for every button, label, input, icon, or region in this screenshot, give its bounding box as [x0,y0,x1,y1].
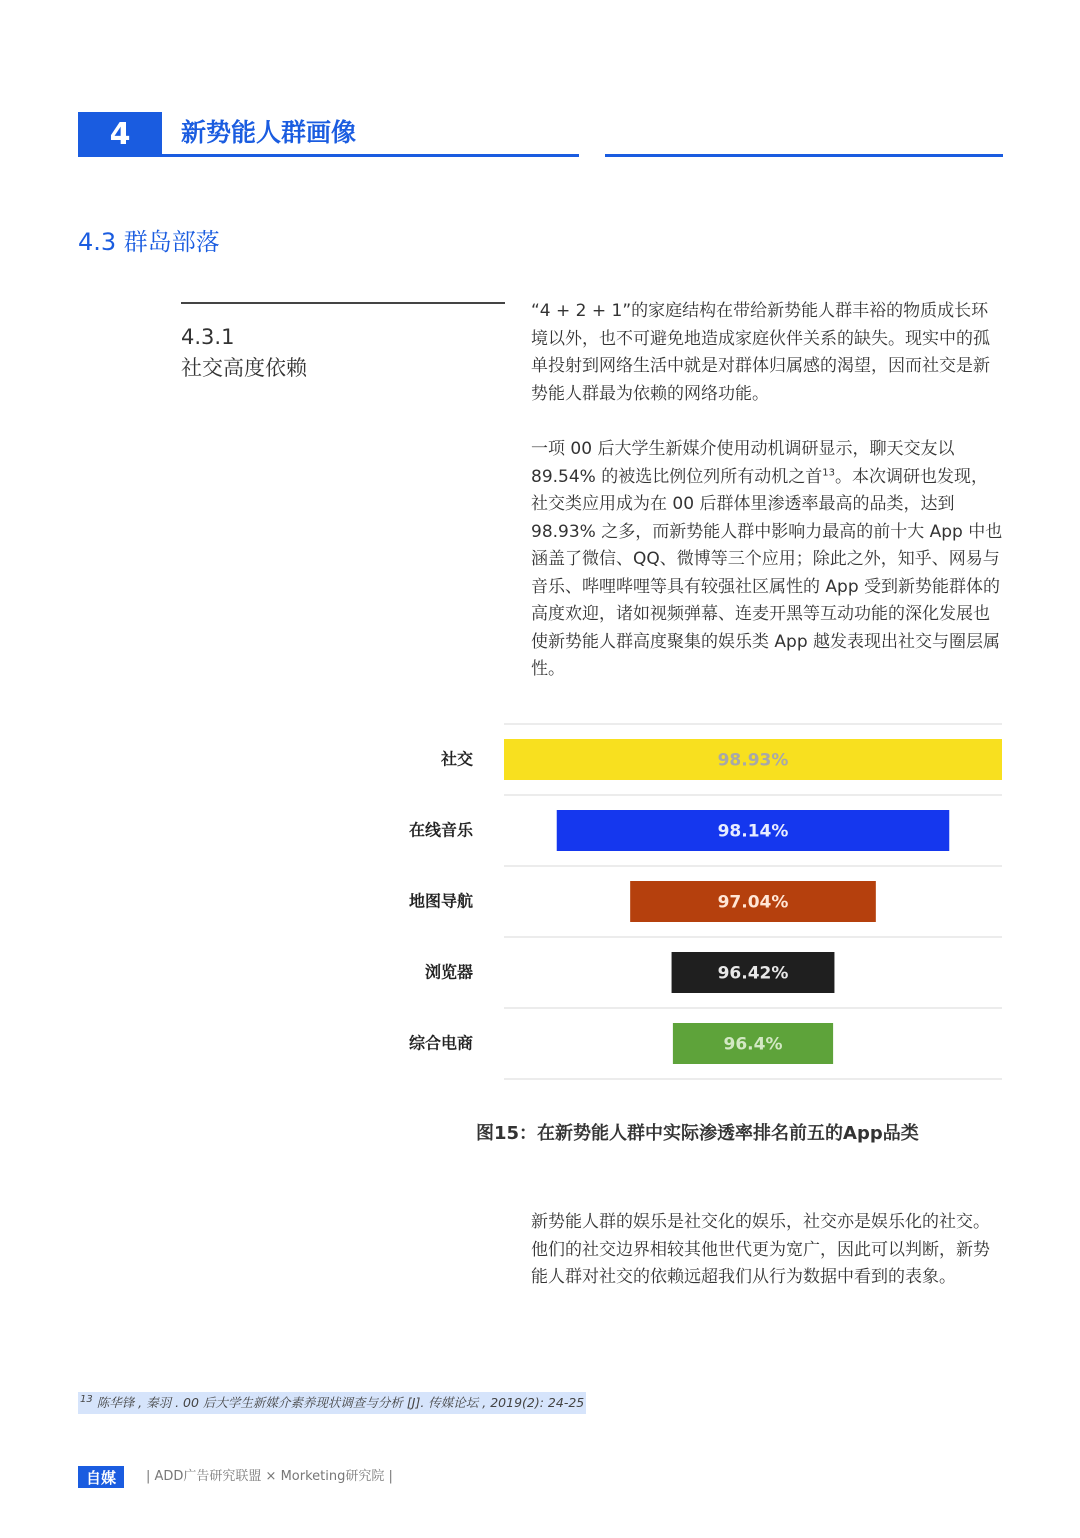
figure-caption: 图15：在新势能人群中实际渗透率排名前五的App品类 [476,1123,919,1144]
subsection-number: 4.3.1 [181,325,235,349]
paragraph-2-text-b: 。本次调研也发现，社交类应用成为在 00 后群体里渗透率最高的品类，达到 98.93% 之多，而新势能人群中影响力最高的前十大 App 中也涵盖了微信、QQ、微博等三个应用；除此之外，知乎、网易与音乐、哔哩哔哩等具有较强社区属性的 App 受到新势能群体的高度欢迎，诸如视频弹幕、连麦开黑等互动功能的深化发展也使新势能人群高度聚集的娱乐类 App 越发表现出社交与圈层属性。 [531,466,1003,679]
chart-value-label: 98.93% [717,750,789,771]
section-title: 4.3 群岛部落 [78,228,220,256]
chart-category-label: 地图导航 [408,891,473,911]
chart-svg [360,720,1010,1090]
footnote-ref: 13 [822,466,835,478]
chart-category-label: 社交 [440,749,473,769]
body-paragraph-2 [531,436,1003,684]
chart-value-label: 96.4% [723,1034,783,1055]
footer-badge: 自媒 [78,1466,124,1488]
chapter-rule-left [78,154,579,157]
footnote-marker: 13 [80,1393,93,1405]
chart-category-label: 在线音乐 [408,820,473,840]
footer-text: | ADD广告研究联盟 × Morketing研究院 | [146,1469,393,1484]
body-paragraph-1: “4 + 2 + 1”的家庭结构在带给新势能人群丰裕的物质成长环境以外，也不可避免地造成家庭伙伴关系的缺失。现实中的孤单投射到网络生活中就是对群体归属感的渴望，因而社交是新势能人群最为依赖的网络功能。 [531,301,990,404]
subsection-rule [181,302,505,304]
body-paragraph-3: 新势能人群的娱乐是社交化的娱乐，社交亦是娱乐化的社交。他们的社交边界相较其他世代更为宽广，因此可以判断，新势能人群对社交的依赖远超我们从行为数据中看到的表象。 [531,1212,990,1287]
chapter-number-badge: 4 [78,112,162,157]
footnote-text: 陈华锋 , 秦羽 . 00 后大学生新媒介素养现状调查与分析 [J]. 传媒论坛 , 2019(2): 24-25 [92,1395,585,1410]
chart-category-label: 浏览器 [424,962,473,982]
chapter-rule-right [605,154,1003,157]
footnote [78,1392,586,1414]
chart-value-label: 97.04% [717,892,789,913]
chart-value-label: 96.42% [717,963,789,984]
chart-value-label: 98.14% [717,821,789,842]
penetration-bar-chart [360,720,1010,1090]
paragraph-2-text-a: 一项 00 后大学生新媒介使用动机调研显示，聊天交友以 89.54% 的被选比例位列所有动机之首 [531,439,955,487]
chart-category-label: 综合电商 [408,1033,473,1053]
chapter-title: 新势能人群画像 [181,118,357,147]
subsection-title: 社交高度依赖 [181,356,307,380]
